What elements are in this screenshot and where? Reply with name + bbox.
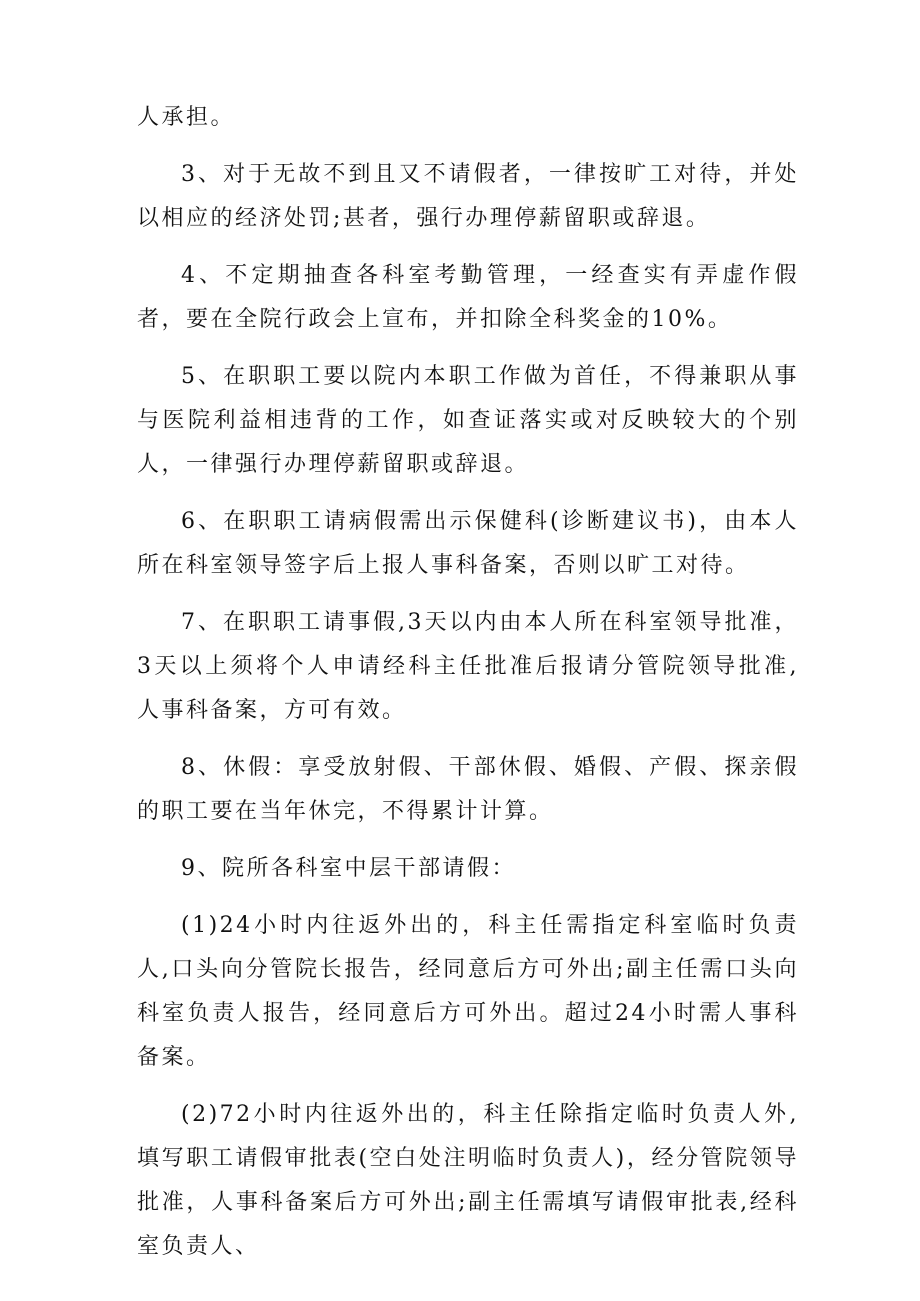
paragraph-subitem-2: (2)72小时内往返外出的，科主任除指定临时负责人外,填写职工请假审批表(空白处注明临时负责人)，经分管院领导批准，人事科备案后方可外出;副主任需填写请假审批表,经科室负责人、 — [137, 1102, 799, 1259]
paragraph-item-3: 3、对于无故不到且又不请假者，一律按旷工对待，并处以相应的经济处罚;甚者，强行办理停薪留职或辞退。 — [137, 162, 799, 231]
paragraph-item-8: 8、休假：享受放射假、干部休假、婚假、产假、探亲假的职工要在当年休完，不得累计计算。 — [137, 755, 799, 824]
paragraph-item-9: 9、院所各科室中层干部请假： — [181, 856, 516, 881]
paragraph-item-5: 5、在职职工要以院内本职工作做为首任，不得兼职从事与医院利益相违背的工作，如查证落实或对反映较大的个别人，一律强行办理停薪留职或辞退。 — [137, 364, 799, 477]
paragraph-item-4: 4、不定期抽查各科室考勤管理，一经查实有弄虚作假者，要在全院行政会上宣布，并扣除全科奖金的10%。 — [137, 263, 799, 332]
paragraph-item-7: 7、在职职工请事假,3天以内由本人所在科室领导批准，3天以上须将个人申请经科主任批准后报请分管院领导批准,人事科备案，方可有效。 — [137, 610, 799, 723]
document-body — [137, 96, 799, 1282]
paragraph-subitem-1: (1)24小时内往返外出的，科主任需指定科室临时负责人,口头向分管院长报告，经同意后方可外出;副主任需口头向科室负责人报告，经同意后方可外出。超过24小时需人事科备案。 — [137, 913, 799, 1070]
paragraph-continuation: 人承担。 — [137, 105, 236, 130]
paragraph-item-6: 6、在职职工请病假需出示保健科(诊断建议书)，由本人所在科室领导签字后上报人事科备案，否则以旷工对待。 — [137, 509, 799, 578]
